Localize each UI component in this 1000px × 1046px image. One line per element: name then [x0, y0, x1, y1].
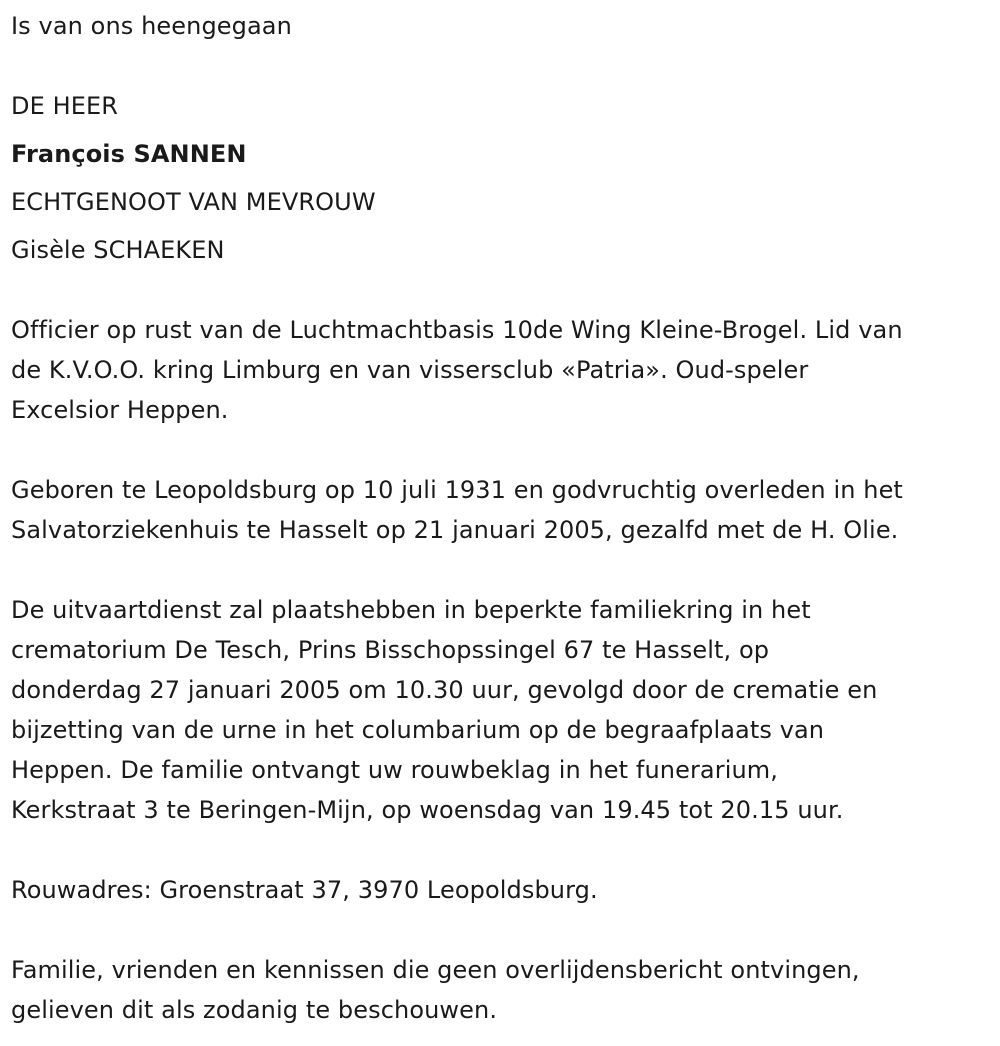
closing-line: gelieven dit als zodanig te beschouwen.	[11, 996, 498, 1024]
career-paragraph	[11, 310, 1000, 430]
funeral-paragraph	[11, 590, 1000, 830]
funeral-line: crematorium De Tesch, Prins Bisschopssingel 67 te Hasselt, op	[11, 636, 770, 664]
career-line: Officier op rust van de Luchtmachtbasis 10de Wing Kleine-Brogel. Lid van	[11, 316, 903, 344]
birth-death-line: Salvatorziekenhuis te Hasselt op 21 januari 2005, gezalfd met de H. Olie.	[11, 516, 899, 544]
closing-line: Familie, vrienden en kennissen die geen overlijdensbericht ontvingen,	[11, 956, 860, 984]
career-line: Excelsior Heppen.	[11, 396, 229, 424]
address-line: Rouwadres: Groenstraat 37, 3970 Leopoldsburg.	[11, 876, 598, 904]
address-paragraph	[11, 870, 1000, 910]
funeral-line: bijzetting van de urne in het columbarium op de begraafplaats van	[11, 716, 825, 744]
intro-text: Is van ons heengegaan	[11, 12, 292, 40]
spouse-name: Gisèle SCHAEKEN	[11, 236, 225, 264]
funeral-line: donderdag 27 januari 2005 om 10.30 uur, gevolgd door de crematie en	[11, 676, 878, 704]
birth-death-line: Geboren te Leopoldsburg op 10 juli 1931 en godvruchtig overleden in het	[11, 476, 903, 504]
title-text: DE HEER	[11, 92, 119, 120]
header-block	[11, 86, 1000, 270]
career-line: de K.V.O.O. kring Limburg en van vissersclub «Patria». Oud-speler	[11, 356, 809, 384]
deceased-name: François SANNEN	[11, 140, 247, 168]
funeral-line: De uitvaartdienst zal plaatshebben in beperkte familiekring in het	[11, 596, 811, 624]
birth-death-paragraph	[11, 470, 1000, 550]
funeral-line: Kerkstraat 3 te Beringen-Mijn, op woensdag van 19.45 tot 20.15 uur.	[11, 796, 844, 824]
funeral-line: Heppen. De familie ontvangt uw rouwbeklag in het funerarium,	[11, 756, 778, 784]
closing-paragraph	[11, 950, 1000, 1030]
spouse-label: ECHTGENOOT VAN MEVROUW	[11, 188, 376, 216]
